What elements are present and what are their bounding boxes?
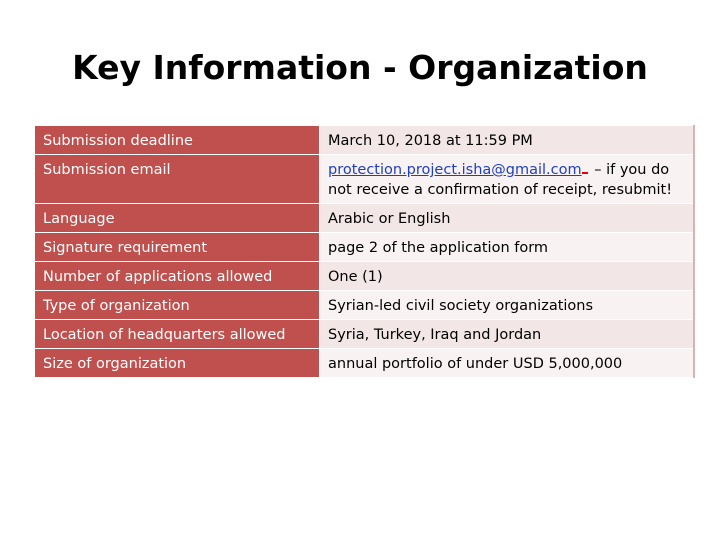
slide-title: Key Information - Organization [72, 48, 648, 87]
row-value-submission-deadline: March 10, 2018 at 11:59 PM [320, 126, 695, 155]
submission-email-note: – if you do not receive a confirmation of receipt, resubmit! [328, 162, 673, 198]
row-value-submission-email [320, 155, 695, 204]
row-label-language: Language [35, 204, 320, 233]
row-label-size-of-organization: Size of organization [35, 349, 320, 378]
row-value-number-of-applications: One (1) [320, 262, 695, 291]
row-label-type-of-organization: Type of organization [35, 291, 320, 320]
table-row [35, 291, 694, 320]
table-row [35, 349, 694, 378]
table-row [35, 262, 694, 291]
row-label-submission-deadline: Submission deadline [35, 126, 320, 155]
row-label-number-of-applications: Number of applications allowed [35, 262, 320, 291]
row-value-language: Arabic or English [320, 204, 695, 233]
table-row [35, 320, 694, 349]
row-value-signature-requirement: page 2 of the application form [320, 233, 695, 262]
row-label-submission-email: Submission email [35, 155, 320, 204]
row-label-signature-requirement: Signature requirement [35, 233, 320, 262]
row-label-location-of-headquarters: Location of headquarters allowed [35, 320, 320, 349]
row-value-size-of-organization: annual portfolio of under USD 5,000,000 [320, 349, 695, 378]
table-row [35, 126, 694, 155]
table-row [35, 155, 694, 204]
row-value-type-of-organization: Syrian-led civil society organizations [320, 291, 695, 320]
email-underline-mark [582, 172, 588, 174]
table-row [35, 204, 694, 233]
row-value-location-of-headquarters: Syria, Turkey, Iraq and Jordan [320, 320, 695, 349]
table-row [35, 233, 694, 262]
key-information-table [35, 125, 695, 378]
submission-email-link[interactable]: protection.project.isha@gmail.com [328, 162, 582, 178]
